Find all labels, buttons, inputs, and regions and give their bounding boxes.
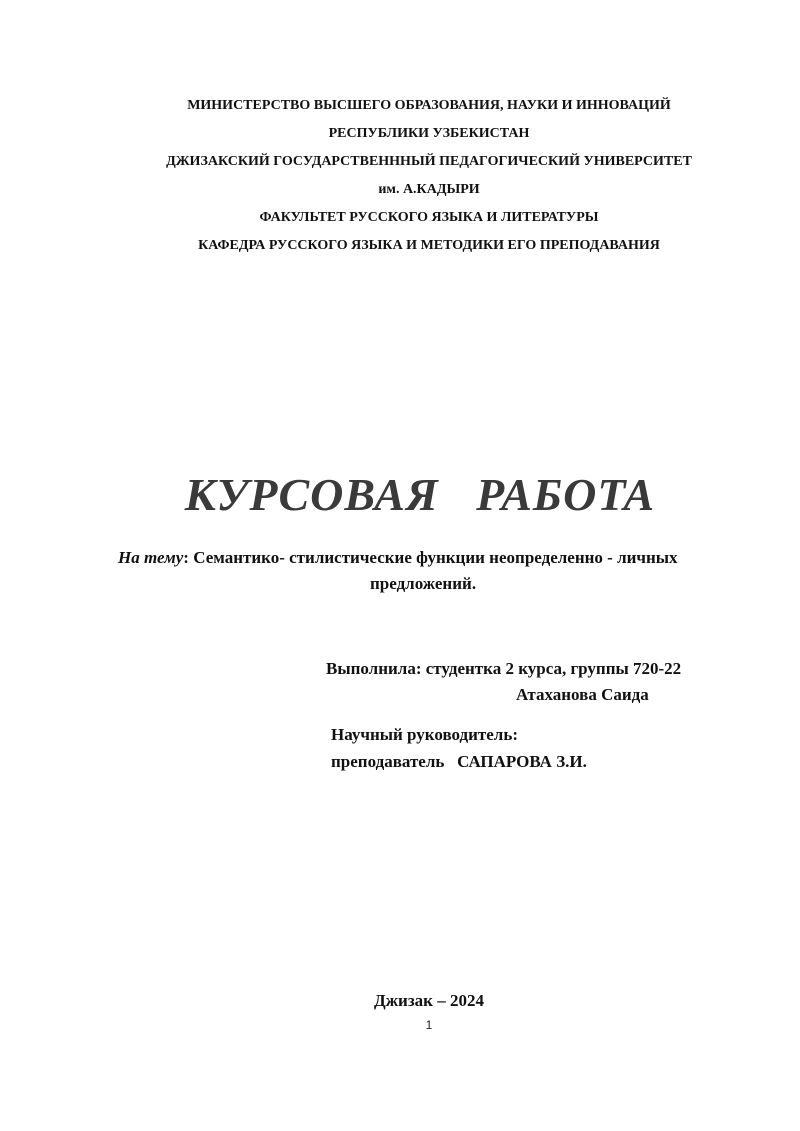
header-department: КАФЕДРА РУССКОГО ЯЗЫКА И МЕТОДИКИ ЕГО ПРЕПОДАВАНИЯ [198, 238, 660, 253]
topic-line-1 [118, 545, 758, 571]
header-university-name: им. А.КАДЫРИ [378, 182, 480, 197]
supervisor-name: преподаватель САПАРОВА З.И. [331, 752, 587, 771]
topic-block [118, 545, 758, 597]
author-info: Выполнила: студентка 2 курса, группы 720-22 [326, 659, 682, 678]
header-faculty: ФАКУЛЬТЕТ РУССКОГО ЯЗЫКА И ЛИТЕРАТУРЫ [259, 210, 599, 225]
supervisor-label: Научный руководитель: [331, 725, 518, 744]
header-ministry: МИНИСТЕРСТВО ВЫСШЕГО ОБРАЗОВАНИЯ, НАУКИ И ИННОВАЦИЙ [187, 98, 671, 113]
page-number: 1 [425, 1018, 433, 1032]
topic-text-2: предложений. [370, 574, 477, 593]
topic-label: На тему [118, 548, 184, 567]
header-republic: РЕСПУБЛИКИ УЗБЕКИСТАН [328, 126, 530, 141]
topic-colon: : [183, 548, 194, 567]
institution-header [0, 92, 800, 260]
header-university: ДЖИЗАКСКИЙ ГОСУДАРСТВЕНННЫЙ ПЕДАГОГИЧЕСКИЙ УНИВЕРСИТЕТ [166, 154, 692, 169]
author-block [326, 656, 681, 708]
topic-text-1: Семантико- стилистические функции неопределенно - личных [193, 548, 678, 567]
author-name: Атаханова Саида [516, 685, 649, 704]
document-title: КУРСОВАЯ РАБОТА [184, 469, 656, 520]
supervisor-block [331, 721, 587, 775]
city-year: Джизак – 2024 [374, 991, 484, 1010]
